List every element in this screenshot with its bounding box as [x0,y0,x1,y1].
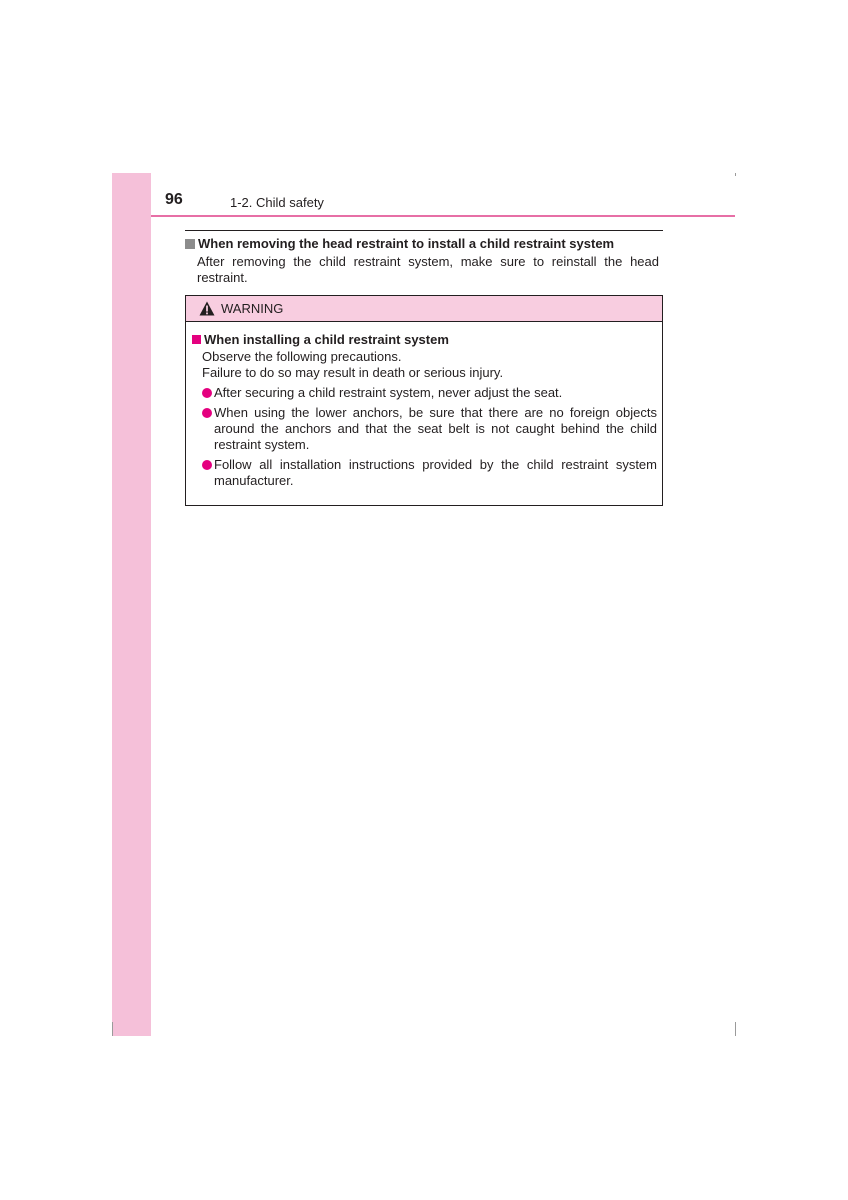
list-item [202,385,657,401]
pink-square-icon [192,335,201,344]
pink-bullet-icon [202,408,212,418]
warning-intro-line: Failure to do so may result in death or serious injury. [202,365,504,380]
list-item [202,457,657,489]
list-item-text: Follow all installation instructions provided by the child restraint system manufacturer. [214,457,657,488]
warning-label: WARNING [221,301,284,316]
topic-body: After removing the child restraint system, make sure to reinstall the head restraint. [197,254,659,285]
crop-mark-bottom-right [735,1022,736,1036]
page-number: 96 [165,191,183,208]
side-thumb-tab [112,173,151,1036]
warning-subheading-text: When installing a child restraint system [204,332,449,347]
section-title: 1-2. Child safety [230,195,324,210]
crop-mark-top-right [735,173,736,176]
warning-header [186,296,662,322]
warning-intro-line: Observe the following precautions. [202,349,402,364]
pink-bullet-icon [202,460,212,470]
list-item [202,405,657,453]
warning-triangle-icon [199,301,215,316]
list-item-text: When using the lower anchors, be sure that there are no foreign objects around the anchors and that the seat belt is not caught behind the child restraint system. [214,405,657,452]
warning-content [186,322,662,489]
warning-intro [202,349,657,381]
topic-heading-text: When removing the head restraint to install a child restraint system [198,236,615,251]
topic-block [185,230,663,286]
warning-subheading [192,332,657,347]
header-rule [151,215,735,217]
warning-box [185,295,663,506]
list-item-text: After securing a child restraint system, never adjust the seat. [214,385,563,400]
crop-mark-bottom-left [112,1022,113,1036]
topic-heading [185,236,663,251]
pink-bullet-icon [202,388,212,398]
warning-bullet-list [202,385,657,489]
gray-square-icon [185,239,195,249]
